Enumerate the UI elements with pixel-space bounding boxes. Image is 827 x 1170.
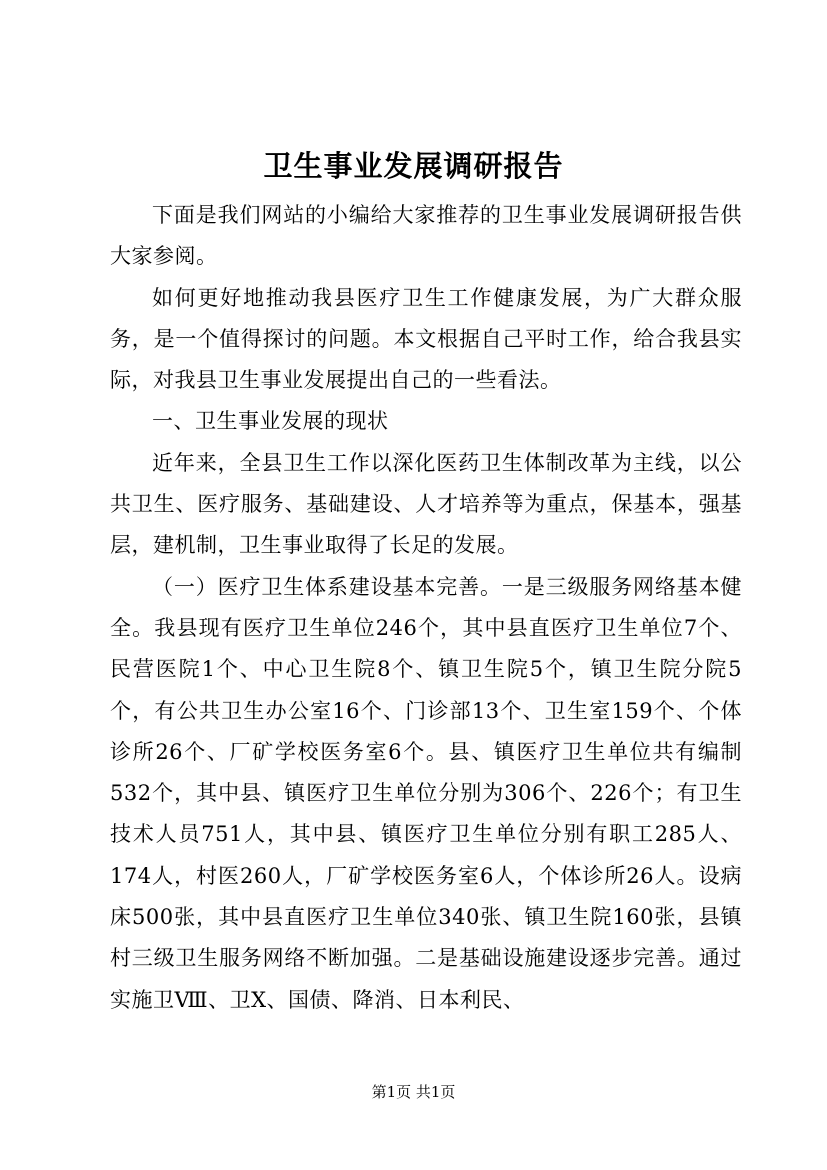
background-paragraph: 如何更好地推动我县医疗卫生工作健康发展，为广大群众服务，是一个值得探讨的问题。本文根据自己平时工作，给合我县实际，对我县卫生事业发展提出自己的一些看法。 <box>110 285 742 393</box>
document-title: 卫生事业发展调研报告 <box>263 149 564 183</box>
subsection-paragraph: （一）医疗卫生体系建设基本完善。一是三级服务网络基本健全。我县现有医疗卫生单位246个，其中县直医疗卫生单位7个、民营医院1个、中心卫生院8个、镇卫生院5个，镇卫生院分院5个，有公共卫生办公室16个、门诊部13个、卫生室159个、个体诊所26个、厂矿学校医务室6个。县、镇医疗卫生单位共有编制532个，其中县、镇医疗卫生单位分别为306个、226个；有卫生技术人员751人，其中县、镇医疗卫生单位分别有职工285人、174人，村医260人，厂矿学校医务室6人，个体诊所26人。设病床500张，其中县直医疗卫生单位340张、镇卫生院160张，县镇村三级卫生服务网络不断加强。二是基础设施建设逐步完善。通过实施卫Ⅷ、卫Ⅹ、国债、降消、日本利民、 <box>110 574 742 1012</box>
intro-paragraph: 下面是我们网站的小编给大家推荐的卫生事业发展调研报告供大家参阅。 <box>110 203 742 269</box>
section-heading: 一、卫生事业发展的现状 <box>152 409 389 434</box>
document-body <box>110 195 742 1021</box>
overview-paragraph: 近年来，全县卫生工作以深化医药卫生体制改革为主线，以公共卫生、医疗服务、基础建设、人才培养等为重点，保基本，强基层，建机制，卫生事业取得了长足的发展。 <box>110 450 742 558</box>
page-footer: 第1页 共1页 <box>371 1083 456 1101</box>
